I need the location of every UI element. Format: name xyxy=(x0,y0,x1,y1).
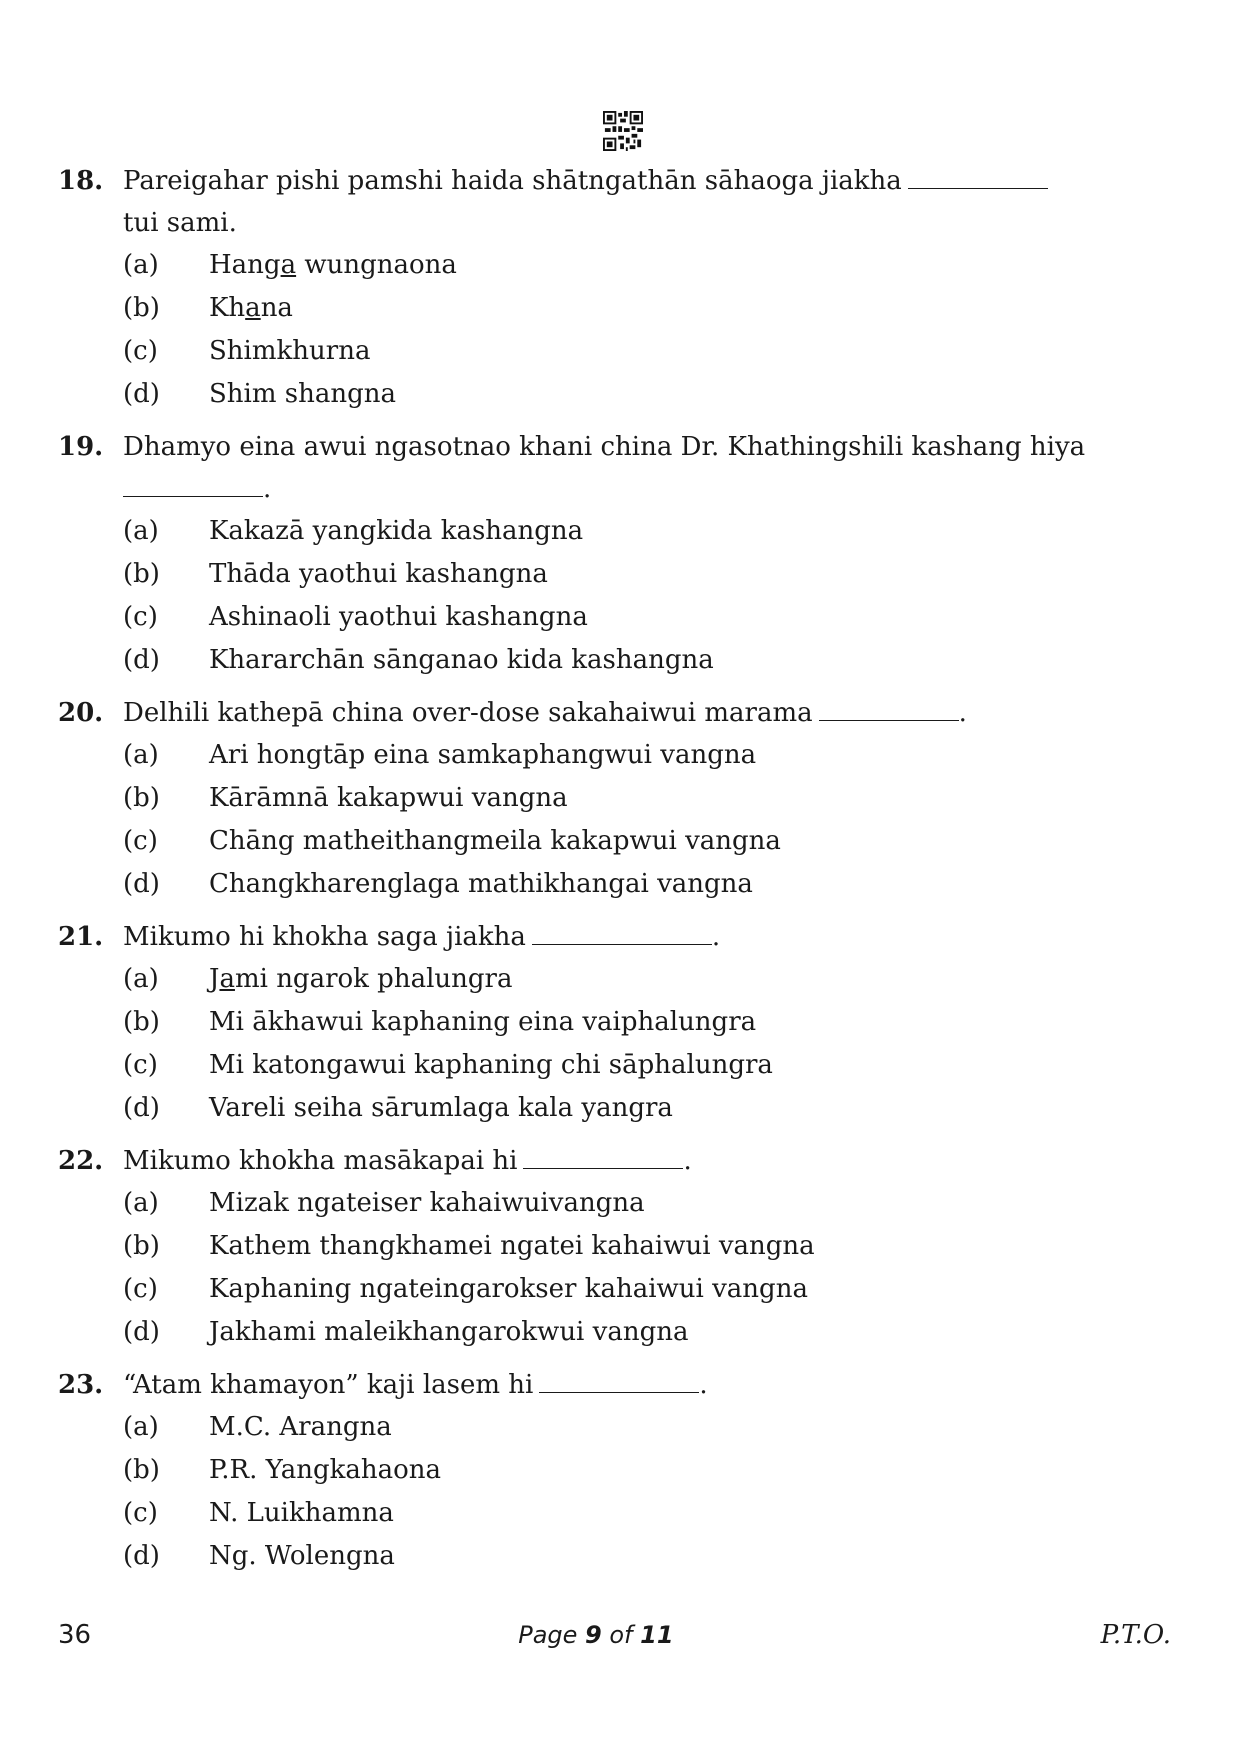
page-footer xyxy=(58,1620,1171,1650)
option-list xyxy=(123,958,1130,1130)
question-19 xyxy=(58,426,1130,682)
option-d: (d) Ng. Wolengna xyxy=(123,1541,395,1571)
option-b: (b) Khana xyxy=(123,293,293,323)
question-21 xyxy=(58,916,1130,1130)
option-d: (d) Changkharenglaga mathikhangai vangna xyxy=(123,869,753,899)
question-22 xyxy=(58,1140,1130,1354)
option-c: (c) Kaphaning ngateingarokser kahaiwui vangna xyxy=(123,1274,808,1304)
answer-blank xyxy=(819,698,959,721)
answer-blank xyxy=(123,474,263,497)
question-number: 22. xyxy=(58,1146,104,1176)
question-18 xyxy=(58,160,1130,416)
option-list xyxy=(123,510,1130,682)
answer-blank xyxy=(539,1370,699,1393)
question-number: 20. xyxy=(58,698,104,728)
option-c: (c) Shimkhurna xyxy=(123,336,371,366)
option-d: (d) Jakhami maleikhangarokwui vangna xyxy=(123,1317,689,1347)
qr-code-icon xyxy=(603,111,643,151)
option-d: (d) Shim shangna xyxy=(123,379,397,409)
question-text: Dhamyo eina awui ngasotnao khani china Dr. Khathingshili kashang hiya . xyxy=(123,432,1086,504)
question-20 xyxy=(58,692,1130,906)
option-a: (a) Hanga wungnaona xyxy=(123,250,457,280)
option-b: (b) Thāda yaothui kashangna xyxy=(123,559,548,589)
pto-label: P.T.O. xyxy=(1100,1620,1171,1650)
option-a: (a) Kakazā yangkida kashangna xyxy=(123,516,584,546)
option-b: (b) Kārāmnā kakapwui vangna xyxy=(123,783,568,813)
option-c: (c) Mi katongawui kaphaning chi sāphalungra xyxy=(123,1050,773,1080)
question-text: Pareigahar pishi pamshi haida shātngathān sāhaoga jiakha tui sami. xyxy=(123,160,1130,244)
question-text: Delhili kathepā china over-dose sakahaiwui marama . xyxy=(123,698,967,728)
option-list xyxy=(123,734,1130,906)
question-23 xyxy=(58,1364,1130,1578)
answer-blank xyxy=(532,922,712,945)
option-list xyxy=(123,244,1130,416)
option-b: (b) P.R. Yangkahaona xyxy=(123,1455,442,1485)
option-c: (c) N. Luikhamna xyxy=(123,1498,394,1528)
question-number: 19. xyxy=(58,432,104,462)
option-a: (a) M.C. Arangna xyxy=(123,1412,392,1442)
option-b: (b) Kathem thangkhamei ngatei kahaiwui vangna xyxy=(123,1231,815,1261)
option-a: (a) Mizak ngateiser kahaiwuivangna xyxy=(123,1188,645,1218)
option-c: (c) Chāng matheithangmeila kakapwui vangna xyxy=(123,826,781,856)
option-a: (a) Jami ngarok phalungra xyxy=(123,964,513,994)
page-indicator: Page 9 of 11 xyxy=(518,1621,674,1649)
paper-code: 36 xyxy=(58,1620,92,1650)
question-number: 21. xyxy=(58,922,104,952)
option-list xyxy=(123,1406,1130,1578)
question-text: “Atam khamayon” kaji lasem hi . xyxy=(123,1370,708,1400)
question-text: Mikumo hi khokha saga jiakha . xyxy=(123,922,721,952)
question-number: 18. xyxy=(58,166,104,196)
option-b: (b) Mi ākhawui kaphaning eina vaiphalungra xyxy=(123,1007,757,1037)
question-text: Mikumo khokha masākapai hi . xyxy=(123,1146,692,1176)
question-number: 23. xyxy=(58,1370,104,1400)
option-c: (c) Ashinaoli yaothui kashangna xyxy=(123,602,588,632)
answer-blank xyxy=(908,166,1048,189)
option-d: (d) Vareli seiha sārumlaga kala yangra xyxy=(123,1093,673,1123)
option-d: (d) Khararchān sānganao kida kashangna xyxy=(123,645,714,675)
option-a: (a) Ari hongtāp eina samkaphangwui vangna xyxy=(123,740,757,770)
question-list xyxy=(58,160,1130,1588)
option-list xyxy=(123,1182,1130,1354)
answer-blank xyxy=(523,1146,683,1169)
